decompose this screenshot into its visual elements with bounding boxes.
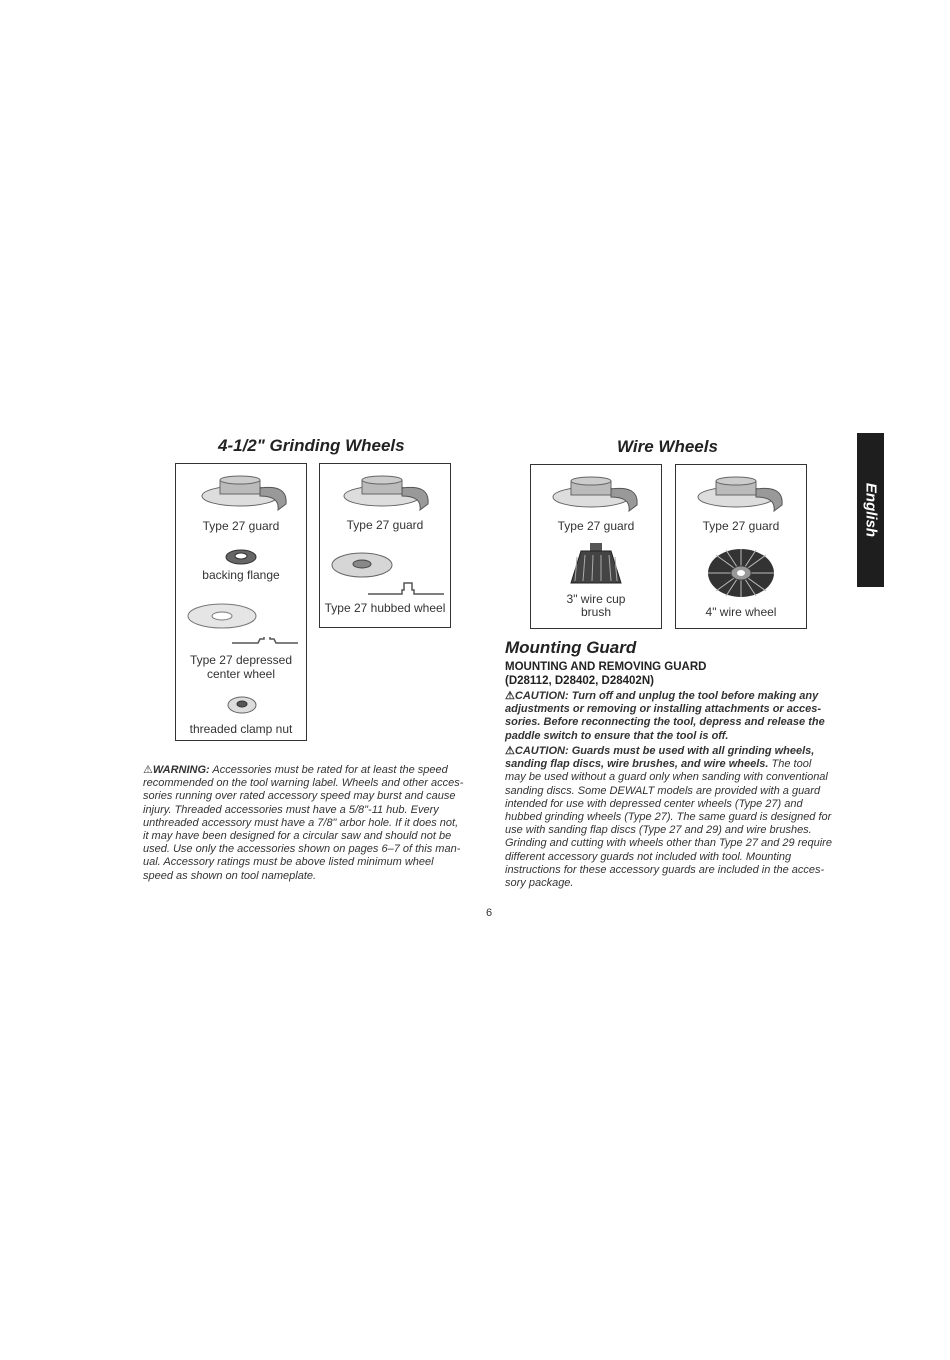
warning-line: sories running over rated accessory speed may burst and cause — [143, 790, 456, 803]
wire-wheel-caption: 4" wire wheel — [705, 605, 777, 619]
wire-wheel-box — [675, 464, 807, 629]
type-27-guard-illustration — [200, 474, 292, 514]
caution-line: instructions for these accessory guards are included in the acces- — [505, 863, 825, 876]
wire-wheels-title: Wire Wheels — [617, 437, 718, 456]
page-number: 6 — [486, 907, 493, 919]
warning-line: ual. Accessory ratings must be above listed minimum wheel — [143, 856, 434, 869]
grinding-wheels-title: 4-1/2" Grinding Wheels — [218, 436, 405, 455]
caution-text: CAUTION: Turn off and unplug the tool before making any — [514, 690, 819, 702]
type-27-guard-illustration — [551, 475, 643, 515]
wire-cup-brush-caption-1: 3" wire cup — [566, 592, 626, 606]
warning-text: Accessories must be rated for at least the speed — [212, 764, 448, 776]
caution-line: sory package. — [505, 877, 574, 890]
side-tab-label: English — [862, 482, 879, 538]
hubbed-wheel-illustration — [330, 550, 394, 580]
caution-icon: ⚠ — [505, 745, 515, 757]
caution-line: adjustments or removing or installing attachments or acces- — [505, 703, 822, 716]
caution-line: hubbed grinding wheels (Type 27). The same guard is designed for — [505, 811, 832, 824]
hubbed-wheel-profile-illustration — [368, 580, 444, 598]
warning-line — [143, 764, 477, 777]
caution-line: sanding discs. Some DEWALT models are provided with a guard — [505, 784, 821, 797]
grinding-hubbed-box — [319, 463, 451, 628]
backing-flange-illustration — [224, 548, 258, 566]
type-27-guard-illustration — [696, 475, 788, 515]
caution-line: may be used without a guard only when sanding with conventional — [505, 771, 828, 784]
warning-line: speed as shown on tool nameplate. — [143, 869, 317, 882]
mounting-subtitle-2: (D28112, D28402, D28402N) — [505, 675, 654, 687]
caution-line: sories. Before reconnecting the tool, depress and release the — [505, 716, 825, 729]
wire-cup-brush-box — [530, 464, 662, 629]
caution-line: intended for use with depressed center wheels (Type 27) and — [505, 797, 803, 810]
caution-line — [505, 690, 838, 703]
warning-line: recommended on the tool warning label. Wheels and other acces- — [143, 777, 464, 790]
hubbed-wheel-caption: Type 27 hubbed wheel — [324, 601, 446, 615]
type-27-guard-caption: Type 27 guard — [202, 519, 280, 533]
language-side-tab — [857, 433, 884, 587]
threaded-clamp-nut-caption: threaded clamp nut — [189, 722, 293, 736]
warning-paragraph — [143, 764, 477, 883]
caution-line: paddle switch to ensure that the tool is off. — [505, 729, 729, 742]
caution-text: CAUTION: Guards must be used with all grinding wheels, — [514, 745, 815, 757]
warning-line: it may have been designed for a circular saw and should not be — [143, 830, 452, 843]
grinding-accessories-box — [175, 463, 307, 741]
depressed-wheel-profile-illustration — [232, 636, 298, 646]
wire-wheel-illustration — [706, 547, 776, 599]
warning-line: unthreaded accessory must have a 7/8" arbor hole. If it does not, — [143, 816, 459, 829]
caution-line: use with sanding flap discs (Type 27 and 29) and wire brushes. — [505, 824, 812, 837]
warning-icon: ⚠ — [143, 764, 153, 776]
depressed-wheel-caption-1: Type 27 depressed — [189, 653, 293, 667]
warning-line: injury. Threaded accessories must have a 5/8"-11 hub. Every — [143, 803, 439, 816]
caution-tail: The tool — [771, 758, 812, 771]
warning-line: used. Use only the accessories shown on pages 6–7 of this man- — [143, 843, 461, 856]
caution-paragraph-2 — [505, 745, 838, 890]
wire-cup-brush-caption-2: brush — [580, 605, 612, 619]
caution-line — [505, 745, 838, 758]
depressed-wheel-caption-2: center wheel — [206, 667, 276, 681]
caution-paragraph-1 — [505, 690, 838, 743]
wire-cup-brush-illustration — [567, 543, 625, 585]
caution-line: Grinding and cutting with wheels other than Type 27 and 29 require — [505, 837, 832, 850]
threaded-clamp-nut-illustration — [226, 694, 258, 716]
mounting-subtitle-1: MOUNTING AND REMOVING GUARD — [505, 661, 707, 673]
caution-line — [505, 758, 838, 771]
mounting-guard-title: Mounting Guard — [505, 638, 637, 657]
type-27-guard-caption: Type 27 guard — [702, 519, 780, 533]
type-27-guard-illustration — [342, 474, 434, 514]
type-27-guard-caption: Type 27 guard — [346, 518, 424, 532]
caution-icon: ⚠ — [505, 690, 515, 702]
backing-flange-caption: backing flange — [202, 568, 280, 582]
caution-line: different accessory guards not included with tool. Mounting — [505, 850, 792, 863]
caution-text: sanding flap discs, wire brushes, and wire wheels. — [505, 758, 769, 771]
depressed-center-wheel-illustration — [186, 602, 258, 630]
warning-label: WARNING: — [152, 764, 210, 776]
type-27-guard-caption: Type 27 guard — [557, 519, 635, 533]
